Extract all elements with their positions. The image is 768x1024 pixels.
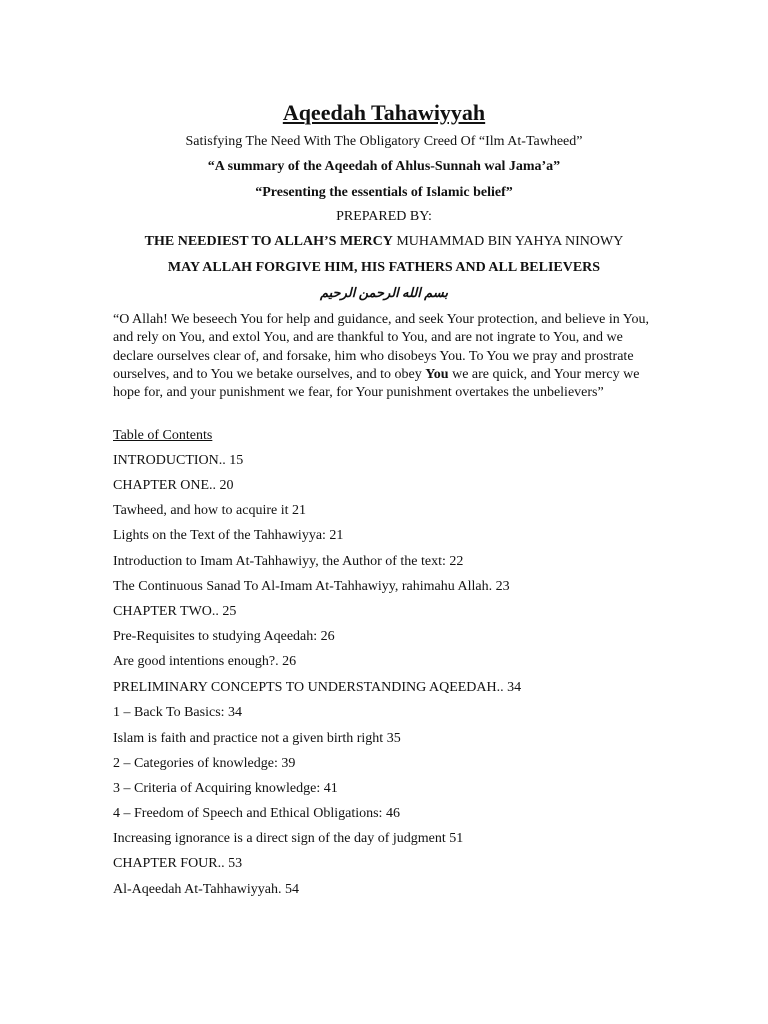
- dua-text-part2: we are quick, and Your mercy we hope for, and your punishment we fear, for Your punishment overtakes the unbelievers”: [113, 366, 640, 401]
- toc-item[interactable]: CHAPTER FOUR.. 53: [113, 856, 243, 871]
- basmala: بسم الله الرحمن الرحيم: [319, 285, 448, 300]
- toc-item[interactable]: 3 – Criteria of Acquiring knowledge: 41: [113, 781, 338, 796]
- author-prefix: THE NEEDIEST TO ALLAH’S MERCY: [144, 234, 393, 249]
- toc-item[interactable]: 4 – Freedom of Speech and Ethical Obligations: 46: [113, 806, 400, 821]
- author-line: [0, 234, 768, 250]
- forgive-line: MAY ALLAH FORGIVE HIM, HIS FATHERS AND ALL BELIEVERS: [167, 260, 601, 275]
- toc-item[interactable]: 1 – Back To Basics: 34: [113, 705, 243, 720]
- toc-item[interactable]: CHAPTER TWO.. 25: [113, 604, 237, 619]
- toc-item[interactable]: INTRODUCTION.. 15: [113, 453, 244, 468]
- toc-item[interactable]: Are good intentions enough?. 26: [113, 654, 297, 669]
- toc-item[interactable]: The Continuous Sanad To Al-Imam At-Tahhawiyy, rahimahu Allah. 23: [113, 579, 510, 594]
- toc-item[interactable]: Lights on the Text of the Tahhawiyya: 21: [113, 528, 344, 543]
- toc-item[interactable]: Islam is faith and practice not a given birth right 35: [113, 731, 401, 746]
- toc-item[interactable]: Tawheed, and how to acquire it 21: [113, 503, 307, 518]
- toc-heading: Table of Contents: [113, 428, 213, 443]
- toc-item[interactable]: CHAPTER ONE.. 20: [113, 478, 234, 493]
- document-subtitle: Satisfying The Need With The Obligatory Creed Of “Ilm At-Tawheed”: [185, 134, 583, 149]
- toc-item[interactable]: Pre-Requisites to studying Aqeedah: 26: [113, 629, 335, 644]
- summary-line: “A summary of the Aqeedah of Ahlus-Sunnah wal Jama’a”: [207, 159, 561, 174]
- toc-item[interactable]: PRELIMINARY CONCEPTS TO UNDERSTANDING AQEEDAH.. 34: [113, 680, 522, 695]
- dua-text-part1: “O Allah! We beseech You for help and guidance, and seek Your protection, and believe in You, and rely on You, and extol You, and are thankful to You, and are not ingrate to You, and we declare ourselves clear of, and forsake, him who disobeys You. To You we pray and prostrate ourselves, and to You we betake ourselves, and to obey: [113, 312, 649, 382]
- toc-item[interactable]: Increasing ignorance is a direct sign of the day of judgment 51: [113, 831, 464, 846]
- dua-text-bold: You: [425, 366, 449, 382]
- document-title: Aqeedah Tahawiyyah: [282, 100, 486, 125]
- dua-paragraph: [113, 311, 658, 402]
- prepared-by: PREPARED BY:: [336, 209, 432, 224]
- toc-item[interactable]: Introduction to Imam At-Tahhawiyy, the Author of the text: 22: [113, 554, 464, 569]
- toc-item[interactable]: 2 – Categories of knowledge: 39: [113, 756, 296, 771]
- essentials-line: “Presenting the essentials of Islamic belief”: [255, 185, 513, 200]
- toc-item[interactable]: Al-Aqeedah At-Tahhawiyyah. 54: [113, 882, 300, 897]
- author-name: MUHAMMAD BIN YAHYA NINOWY: [392, 234, 624, 249]
